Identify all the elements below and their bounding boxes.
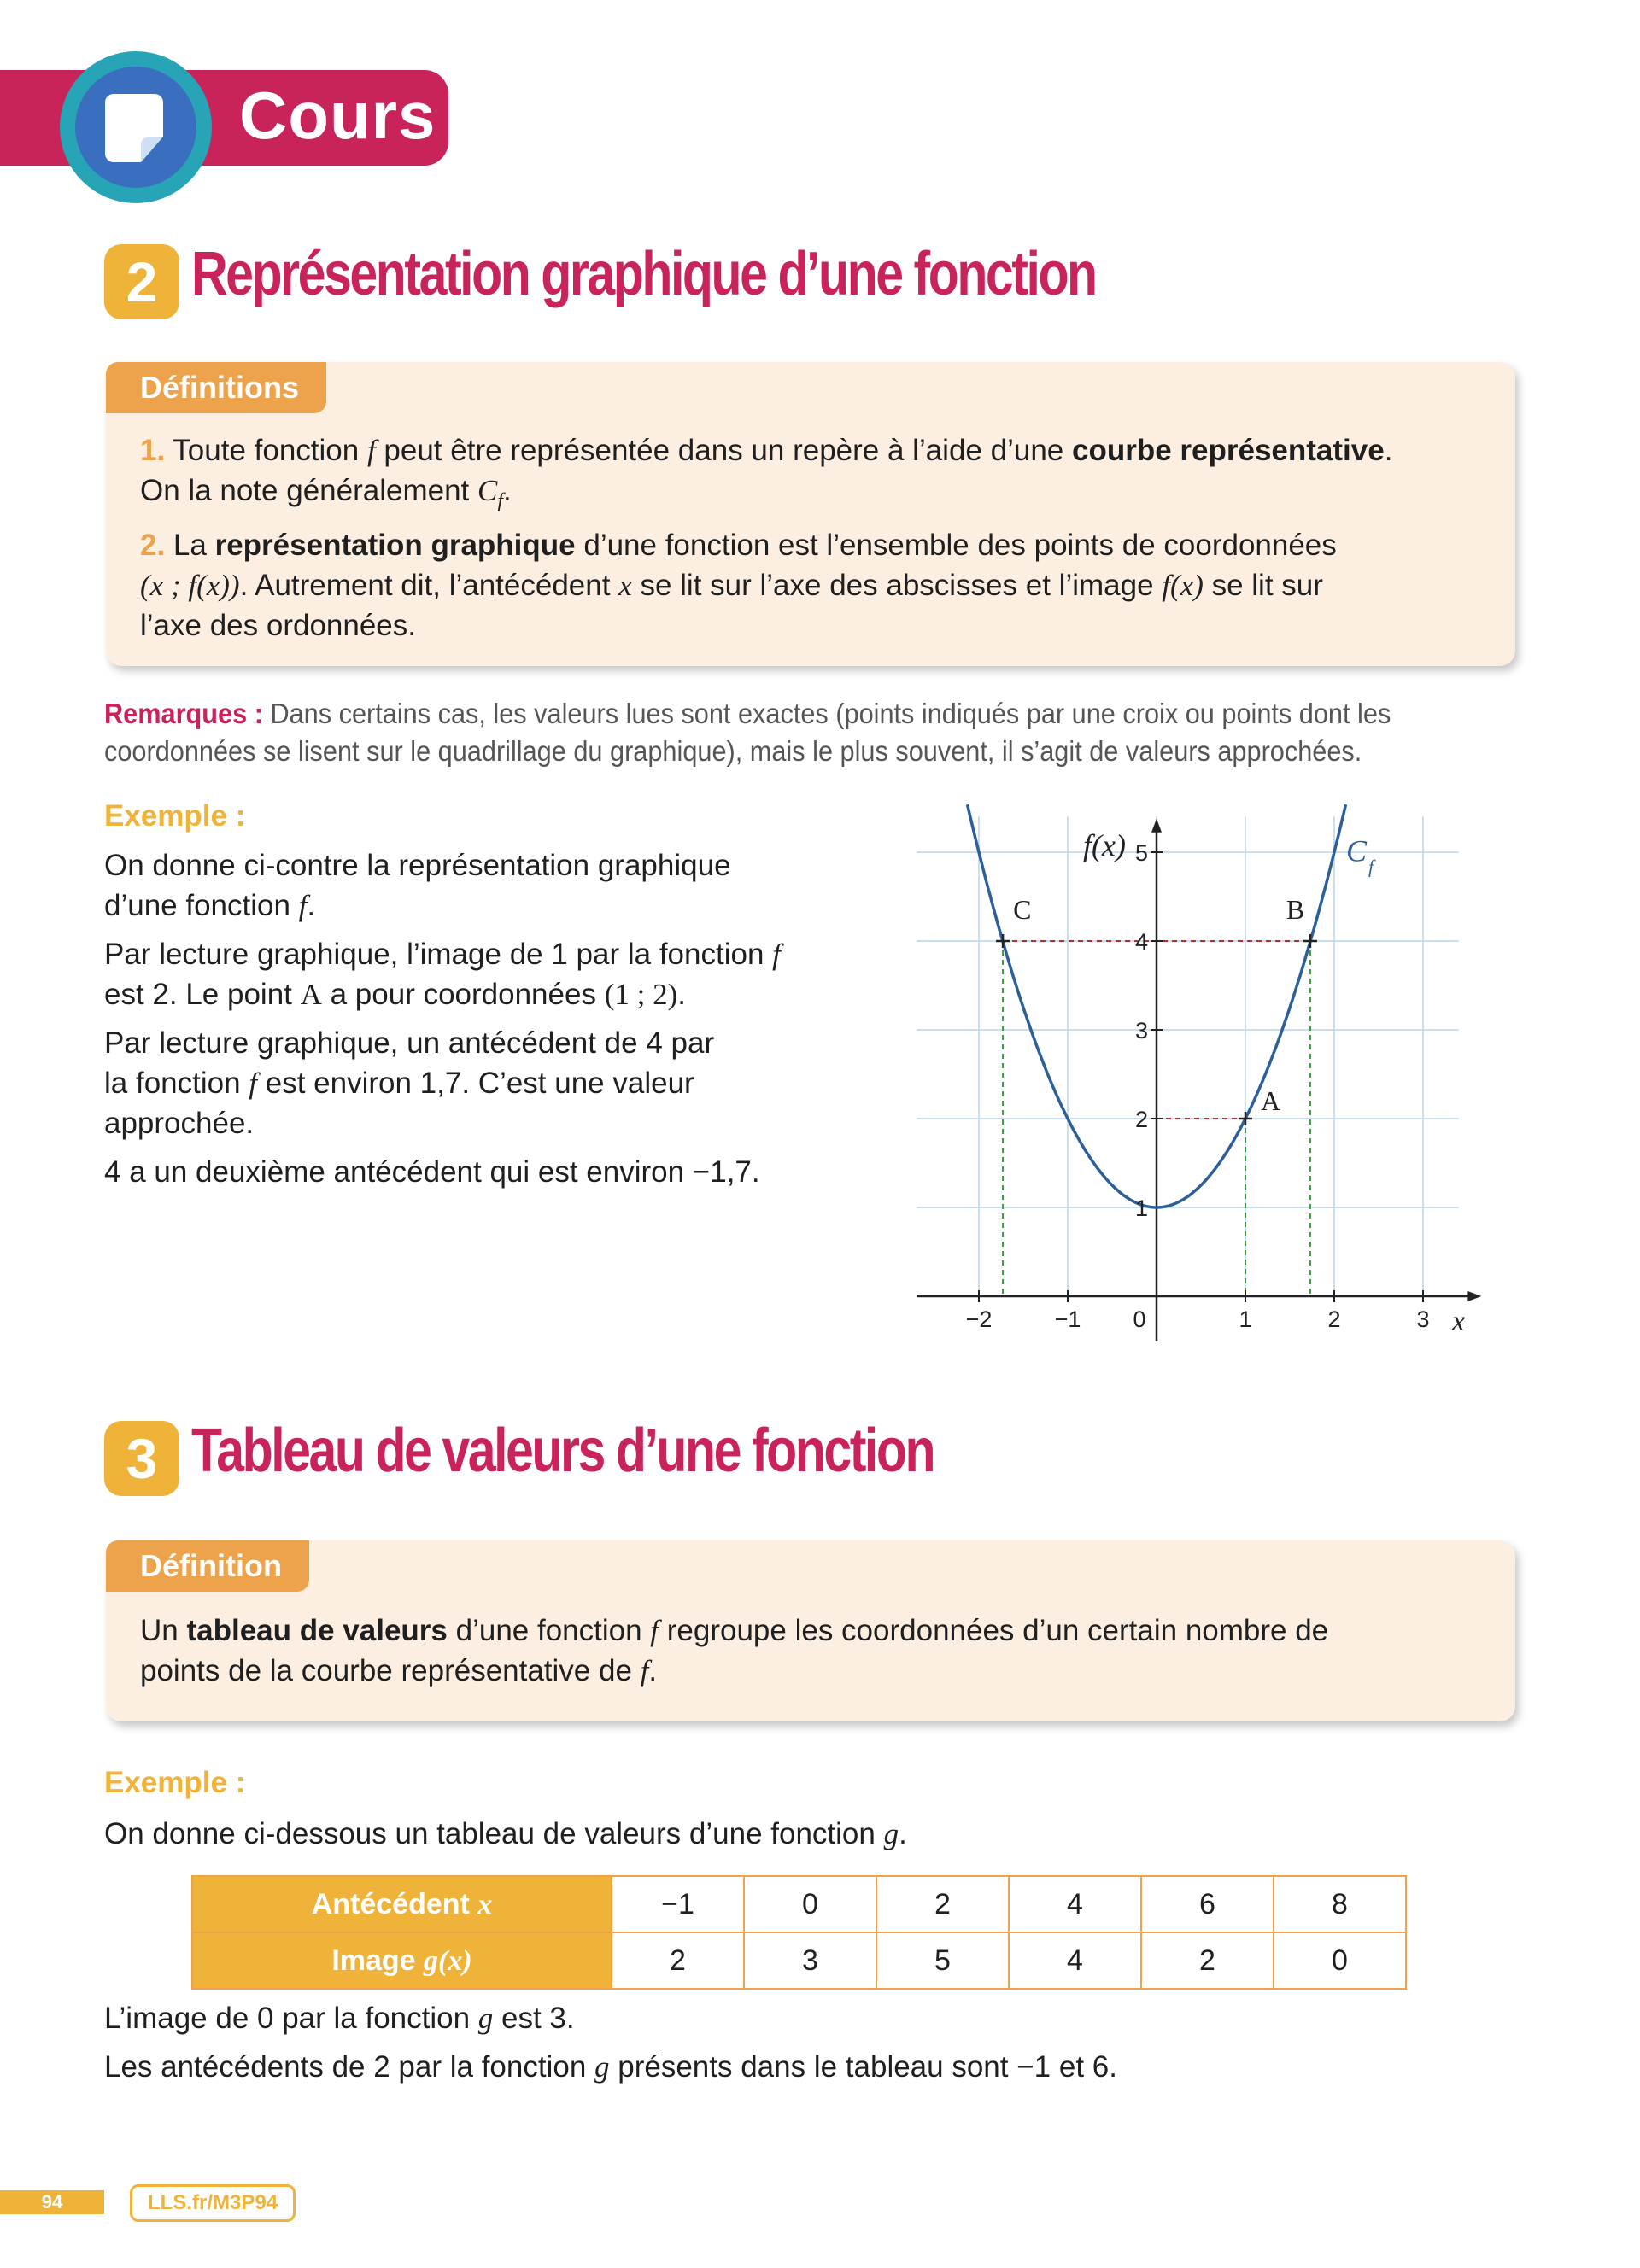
def3-f: f: [650, 1614, 659, 1647]
def-2-text-d: se lit sur l’axe des abscisses et l’image: [631, 569, 1163, 602]
ex-line: Par lecture graphique, l’image de 1 par la fonction: [104, 938, 773, 971]
x-tick-label: 2: [1327, 1306, 1341, 1332]
def3-f: f: [640, 1654, 649, 1687]
example-text-1: [104, 845, 873, 1192]
x-axis-label: x: [1452, 1306, 1466, 1337]
def-1-line2-end: .: [503, 474, 512, 507]
table-cell: 5: [876, 1932, 1009, 1989]
def-2-text-c: . Autrement dit, l’antécédent: [239, 569, 619, 602]
function-graph: [905, 803, 1495, 1349]
header-text: Antécédent: [311, 1887, 478, 1920]
ex-coord: (1 ; 2): [604, 978, 678, 1011]
ex-line: est 2. Le point: [104, 978, 301, 1011]
intro-g: g: [883, 1817, 899, 1850]
definitions-text: [140, 430, 1498, 646]
ex-line: approchée.: [104, 1107, 255, 1140]
row-header-y: [192, 1932, 612, 1989]
example-intro: [104, 1814, 907, 1854]
def3-text: regroupe les coordonnées d’un certain nombre de: [659, 1614, 1329, 1647]
point-label-c: C: [1013, 894, 1032, 925]
def-1-text: Toute fonction: [165, 434, 367, 467]
after-text: [104, 1998, 1117, 2087]
graph-axes: [917, 819, 1481, 1341]
header-text: Image: [331, 1944, 425, 1977]
remarks-label: Remarques :: [104, 698, 263, 729]
definition-tab: Définition: [106, 1540, 309, 1592]
y-tick-label: 5: [1134, 840, 1148, 866]
table-cell: 8: [1274, 1876, 1406, 1932]
x-tick-label: 1: [1239, 1306, 1252, 1332]
def3-text: points de la courbe représentative de: [140, 1654, 641, 1687]
definition-text: [140, 1610, 1498, 1691]
cours-badge-inner: [75, 67, 196, 188]
graph-labels: [966, 828, 1465, 1337]
def-1-line2: On la note généralement: [140, 474, 477, 507]
ex-f: f: [772, 938, 781, 971]
table-cell: 4: [1009, 1876, 1141, 1932]
header-var: g(x): [424, 1944, 472, 1977]
x-tick-label: 0: [1133, 1306, 1146, 1332]
cours-label: Cours: [239, 78, 436, 153]
ex-end: .: [307, 889, 316, 922]
after-line: présents dans le tableau sont −1 et 6.: [609, 2050, 1117, 2084]
section-2-number: 2: [104, 244, 179, 319]
x-axis-arrow: [1467, 1291, 1481, 1301]
def-1-number: 1.: [140, 434, 166, 467]
intro-text: On donne ci-dessous un tableau de valeurs d’une fonction: [104, 1817, 884, 1850]
y-axis-label: f(x): [1083, 828, 1126, 862]
y-tick-label: 3: [1134, 1018, 1148, 1043]
page-number: 94: [0, 2190, 104, 2214]
def-1-cf: C: [477, 474, 498, 507]
graph-grid: [917, 816, 1458, 1296]
def3-end: .: [648, 1654, 658, 1687]
ex-point-a: A: [300, 978, 322, 1011]
section-2-title: Représentation graphique d’une fonction: [191, 240, 1096, 308]
ex-line: la fonction: [104, 1067, 249, 1100]
curve-label: C: [1346, 833, 1368, 868]
ex-line: d’une fonction: [104, 889, 299, 922]
x-tick-label: −1: [1054, 1306, 1081, 1332]
after-g: g: [477, 2002, 494, 2035]
table-cell: 6: [1141, 1876, 1274, 1932]
table-cell: 3: [744, 1932, 876, 1989]
def3-text: d’une fonction: [447, 1614, 651, 1647]
ex-end: .: [677, 978, 686, 1011]
ex-line: 4 a un deuxième antécédent qui est environ −1,7.: [104, 1155, 760, 1189]
remarks-text: Dans certains cas, les valeurs lues sont exactes (points indiqués par une croix ou points dont les coordonnées se lisent sur le quadrillage du graphique), mais le plus souvent, il s’agit de valeurs approchées.: [104, 698, 1391, 767]
def-1-bold: courbe représentative: [1071, 434, 1385, 467]
def-1-end: .: [1384, 434, 1393, 467]
values-table: [191, 1875, 1407, 1990]
point-label-a: A: [1261, 1085, 1281, 1116]
def-2-number: 2.: [140, 529, 166, 562]
remarks: [104, 695, 1502, 770]
def-2-fx: f(x): [1162, 569, 1204, 602]
def3-bold: tableau de valeurs: [186, 1614, 448, 1647]
intro-end: .: [899, 1817, 907, 1850]
resource-link[interactable]: LLS.fr/M3P94: [130, 2184, 296, 2222]
table-cell: 4: [1009, 1932, 1141, 1989]
after-line: Les antécédents de 2 par la fonction: [104, 2050, 595, 2084]
y-tick-label: 4: [1134, 929, 1148, 955]
after-g: g: [594, 2050, 610, 2084]
x-tick-label: −2: [965, 1306, 993, 1332]
def-2-text-b: d’une fonction est l’ensemble des points de coordonnées: [575, 529, 1337, 562]
def-2-x: x: [618, 569, 632, 602]
section-3-number: 3: [104, 1421, 179, 1496]
ex-line: On donne ci-contre la représentation graphique: [104, 849, 731, 882]
ex-f: f: [249, 1067, 258, 1100]
example-label-1: Exemple :: [104, 799, 246, 833]
def-1-cf-sub: f: [497, 490, 504, 512]
def-2-text-e: se lit sur: [1203, 569, 1323, 602]
table-cell: 0: [1274, 1932, 1406, 1989]
section-3-title: Tableau de valeurs d’une fonction: [191, 1417, 934, 1485]
curve-label-sub: f: [1368, 856, 1374, 878]
table-row-x: [192, 1876, 1406, 1932]
ex-line: est environ 1,7. C’est une valeur: [257, 1067, 694, 1100]
def-1-text-b: peut être représentée dans un repère à l’aide d’une: [375, 434, 1072, 467]
table-cell: 2: [612, 1932, 744, 1989]
def-2-text-f: l’axe des ordonnées.: [140, 609, 416, 642]
ex-line: a pour coordonnées: [321, 978, 605, 1011]
def-2-text-a: La: [165, 529, 215, 562]
table-cell: 0: [744, 1876, 876, 1932]
table-cell: 2: [876, 1876, 1009, 1932]
row-header-x: [192, 1876, 612, 1932]
y-tick-label: 1: [1134, 1195, 1148, 1221]
ex-line: Par lecture graphique, un antécédent de 4 par: [104, 1026, 715, 1060]
table-cell: 2: [1141, 1932, 1274, 1989]
example-label-2: Exemple :: [104, 1766, 246, 1799]
definitions-tab: Définitions: [106, 362, 326, 413]
y-axis-arrow: [1151, 819, 1162, 833]
table-row-y: [192, 1932, 1406, 1989]
def-1-f: f: [366, 434, 376, 467]
after-line: est 3.: [493, 2002, 575, 2035]
after-line: L’image de 0 par la fonction: [104, 2002, 478, 2035]
point-label-b: B: [1286, 894, 1305, 925]
y-tick-label: 2: [1134, 1107, 1148, 1132]
table-cell: −1: [612, 1876, 744, 1932]
header-var: x: [477, 1888, 493, 1920]
x-tick-label: 3: [1416, 1306, 1430, 1332]
document-icon: [75, 67, 196, 188]
def3-text: Un: [140, 1614, 187, 1647]
ex-f: f: [298, 889, 308, 922]
def-2-bold: représentation graphique: [214, 529, 576, 562]
def-2-coord: (x ; f(x)): [140, 569, 240, 602]
